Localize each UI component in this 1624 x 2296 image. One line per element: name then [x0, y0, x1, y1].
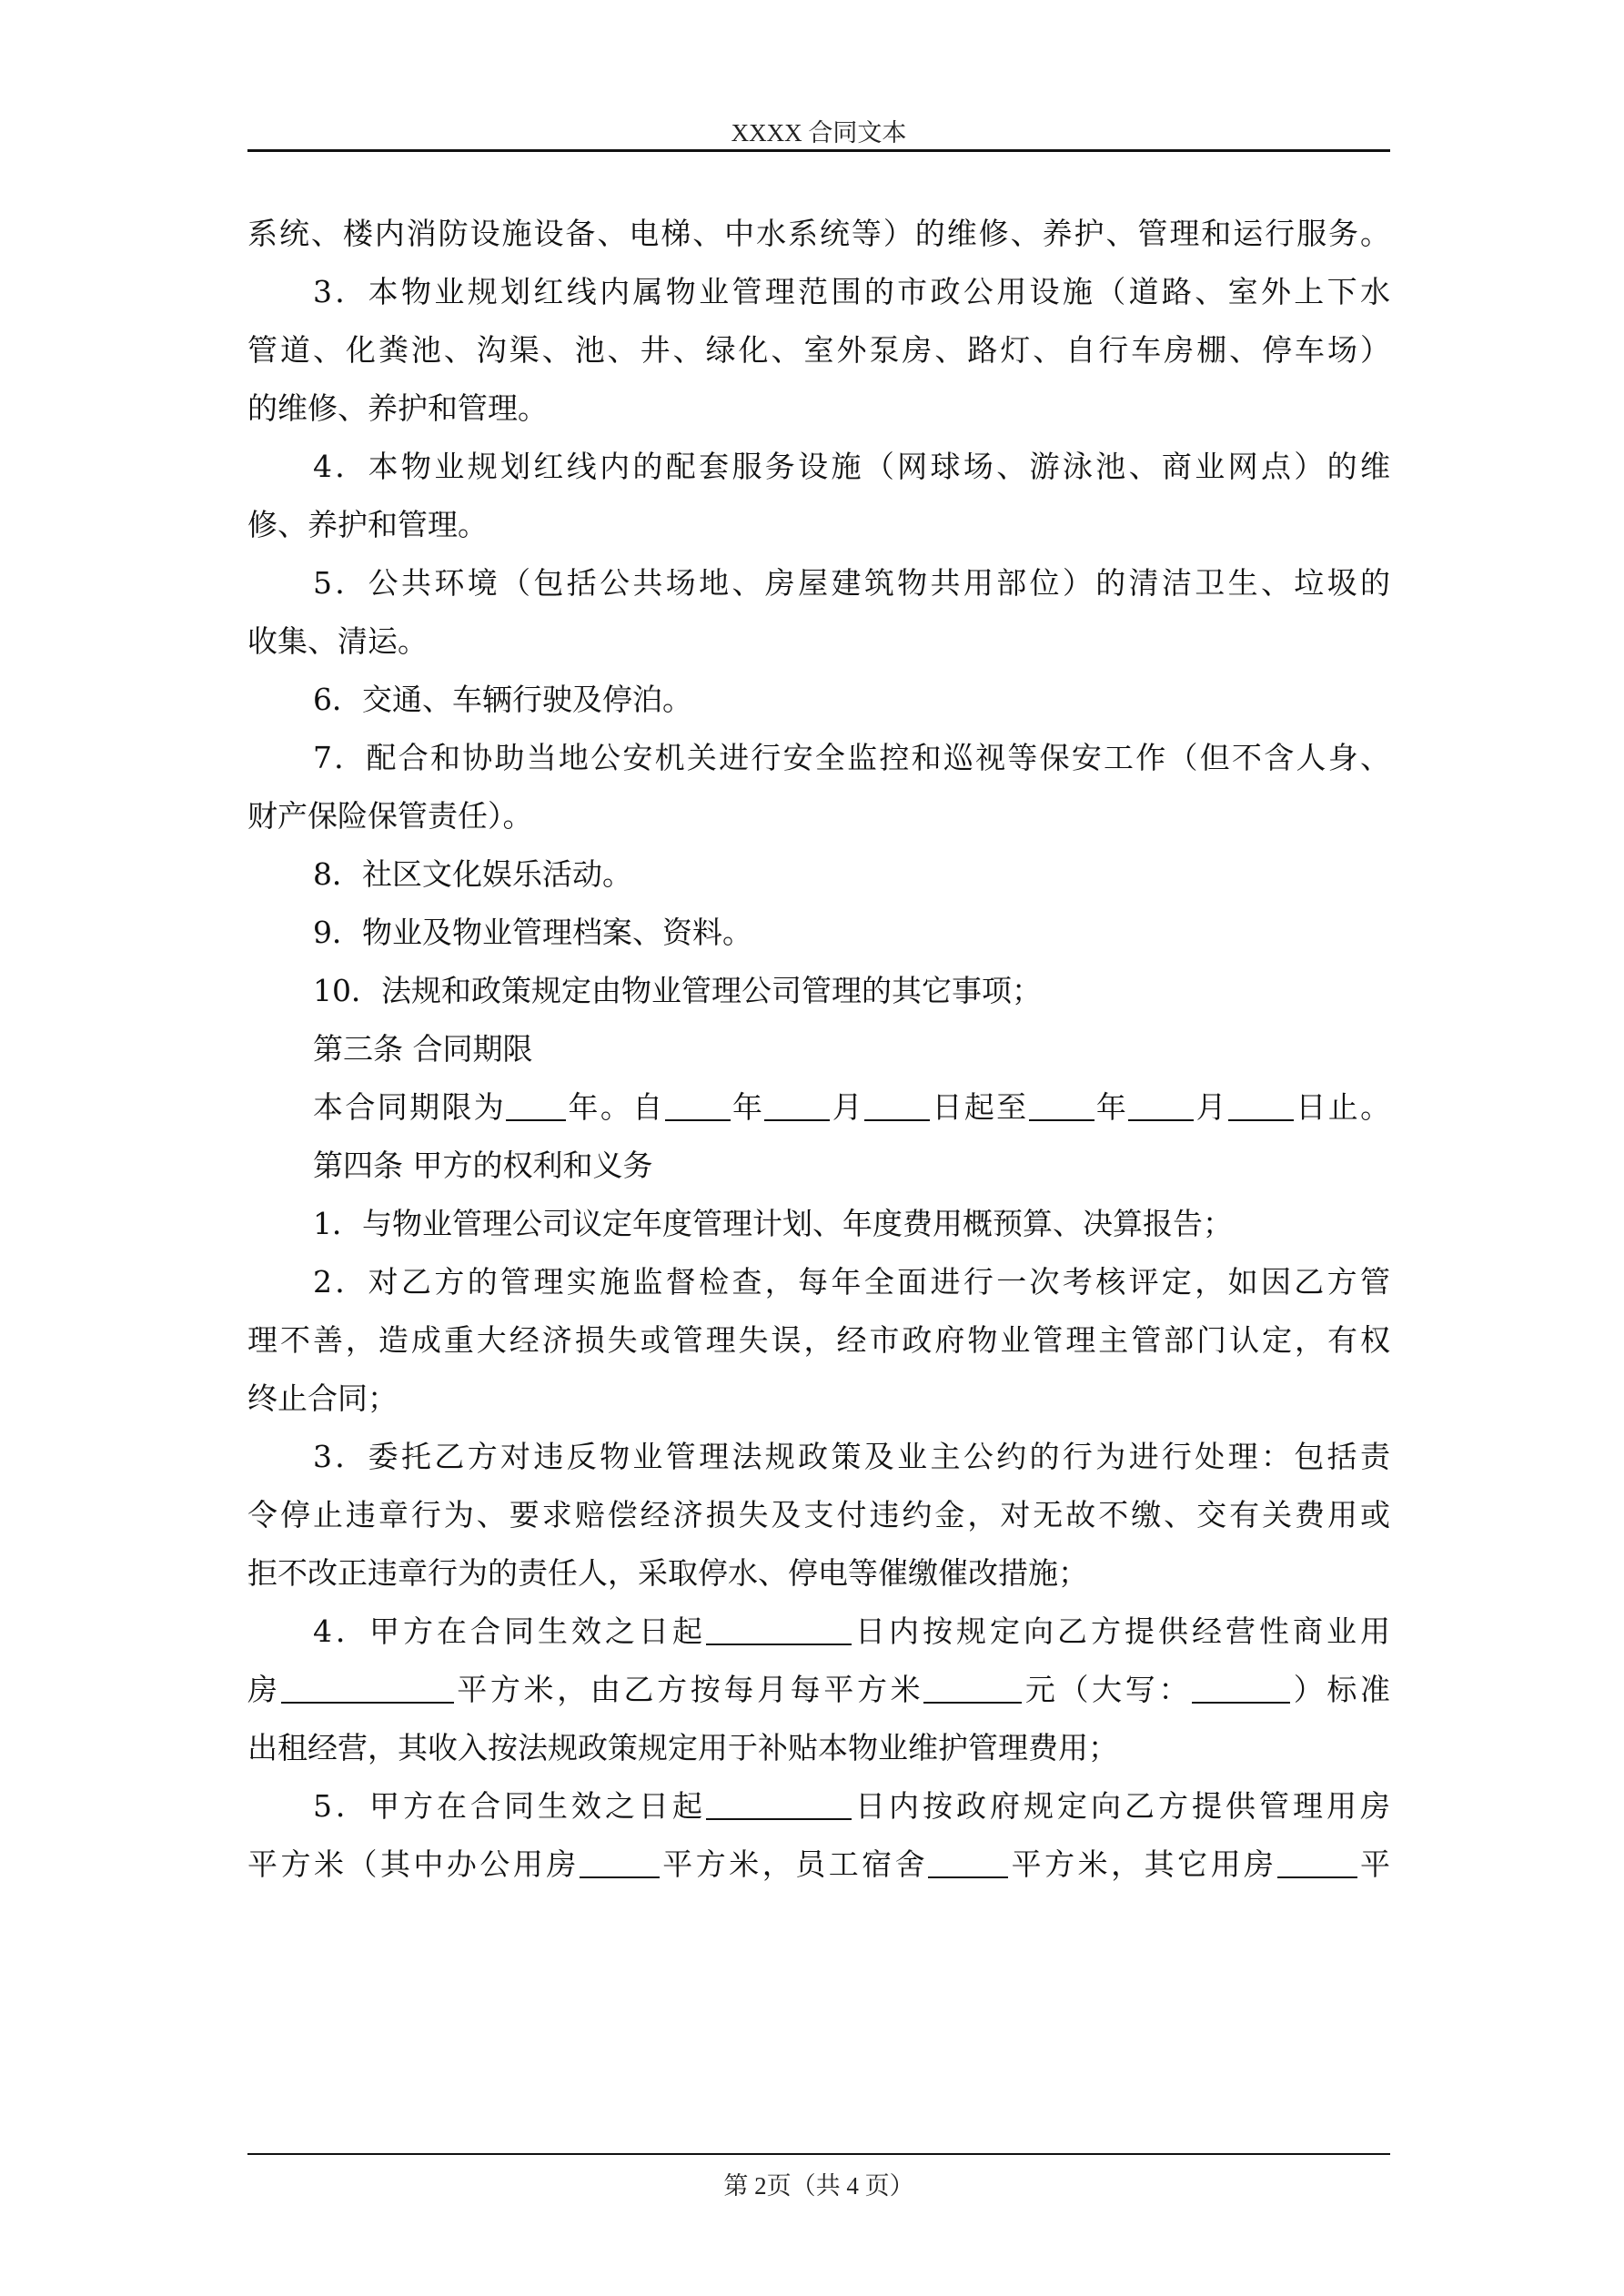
text-fragment: 本合同期限为 — [313, 1089, 507, 1125]
page-number: 第 2页（共 4 页） — [723, 2172, 914, 2200]
text-fragment: 月 — [830, 1089, 865, 1125]
text-line: 理不善，造成重大经济损失或管理失误，经市政府物业管理主管部门认定，有权 — [247, 1322, 1390, 1358]
text-line: 2．对乙方的管理实施监督检查，每年全面进行一次考核评定，如因乙方管 — [313, 1264, 1390, 1300]
blank-field — [864, 1089, 930, 1121]
text-fragment: 年。自 — [566, 1089, 665, 1125]
document-body — [247, 205, 1390, 1894]
blank-field — [506, 1089, 566, 1121]
blank-field — [928, 1846, 1008, 1878]
text-line: 3．本物业规划红线内属物业管理范围的市政公用设施（道路、室外上下水 — [313, 274, 1390, 309]
footer-divider — [247, 2153, 1390, 2155]
blank-field — [1029, 1089, 1094, 1121]
text-line — [247, 1836, 1390, 1894]
text-fragment: 年 — [1094, 1089, 1129, 1125]
text-fragment: 月 — [1194, 1089, 1229, 1125]
text-line — [247, 1777, 1390, 1836]
blank-field — [580, 1846, 660, 1878]
text-fragment: 平方米（其中办公用房 — [247, 1846, 580, 1882]
text-line — [247, 1603, 1390, 1661]
blank-field — [1228, 1089, 1294, 1121]
text-fragment: 日内按政府规定向乙方提供管理用房 — [852, 1788, 1390, 1824]
text-line: 3．委托乙方对违反物业管理法规政策及业主公约的行为进行处理：包括责 — [313, 1439, 1390, 1474]
blank-field — [281, 1672, 454, 1704]
text-fragment: 平 — [1357, 1846, 1391, 1882]
text-line: 4．本物业规划红线内的配套服务设施（网球场、游泳池、商业网点）的维 — [313, 449, 1390, 484]
text-fragment: 4．甲方在合同生效之日起 — [313, 1613, 706, 1649]
text-line: 财产保险保管责任）。 — [247, 798, 533, 834]
blank-field — [1277, 1846, 1357, 1878]
text-fragment: 平方米，其它用房 — [1008, 1846, 1277, 1882]
text-line — [247, 1661, 1390, 1719]
text-line: 修、养护和管理。 — [247, 507, 488, 542]
text-line: 9．物业及物业管理档案、资料。 — [313, 915, 752, 950]
text-line: 收集、清运。 — [247, 623, 428, 659]
page-header: XXXX 合同文本 — [731, 119, 907, 147]
text-fragment: 平方米，员工宿舍 — [659, 1846, 929, 1882]
text-line: 7．配合和协助当地公安机关进行安全监控和巡视等保安工作（但不含人身、 — [313, 740, 1390, 775]
blank-field — [665, 1089, 731, 1121]
section-heading: 第四条 甲方的权利和义务 — [313, 1148, 653, 1183]
header-divider — [247, 149, 1390, 152]
text-fragment: 平方米，由乙方按每月每平方米 — [453, 1672, 924, 1707]
text-fragment: 日起至 — [930, 1089, 1029, 1125]
text-line: 终止合同； — [247, 1381, 398, 1416]
text-line: 系统、楼内消防设施设备、电梯、中水系统等）的维修、养护、管理和运行服务。 — [247, 216, 1390, 251]
blank-field — [706, 1788, 852, 1820]
section-heading: 第三条 合同期限 — [313, 1031, 533, 1067]
blank-field — [706, 1613, 852, 1645]
blank-field — [764, 1089, 830, 1121]
text-fragment: 房 — [247, 1672, 281, 1707]
text-fragment: 年 — [730, 1089, 765, 1125]
contract-term-line — [247, 1078, 1390, 1137]
text-fragment: 元（大写： — [1022, 1672, 1193, 1707]
blank-field — [1128, 1089, 1194, 1121]
blank-field — [1192, 1672, 1290, 1704]
text-line: 1．与物业管理公司议定年度管理计划、年度费用概预算、决算报告； — [313, 1206, 1233, 1241]
text-line: 令停止违章行为、要求赔偿经济损失及支付违约金，对无故不缴、交有关费用或 — [247, 1497, 1390, 1532]
text-line: 6．交通、车辆行驶及停泊。 — [313, 682, 692, 717]
text-fragment: ）标准 — [1290, 1672, 1391, 1707]
text-line: 5．公共环境（包括公共场地、房屋建筑物共用部位）的清洁卫生、垃圾的 — [313, 565, 1390, 601]
text-fragment: 日内按规定向乙方提供经营性商业用 — [852, 1613, 1390, 1649]
text-line: 的维修、养护和管理。 — [247, 390, 548, 426]
text-line: 10．法规和政策规定由物业管理公司管理的其它事项； — [313, 973, 1042, 1008]
blank-field — [923, 1672, 1022, 1704]
text-line: 8．社区文化娱乐活动。 — [313, 856, 632, 892]
text-line: 拒不改正违章行为的责任人，采取停水、停电等催缴催改措施； — [247, 1555, 1088, 1591]
text-line: 出租经营，其收入按法规政策规定用于补贴本物业维护管理费用； — [247, 1730, 1118, 1765]
text-fragment: 日止。 — [1294, 1089, 1391, 1125]
text-line: 管道、化粪池、沟渠、池、井、绿化、室外泵房、路灯、自行车房棚、停车场） — [247, 332, 1390, 368]
text-fragment: 5．甲方在合同生效之日起 — [313, 1788, 706, 1824]
